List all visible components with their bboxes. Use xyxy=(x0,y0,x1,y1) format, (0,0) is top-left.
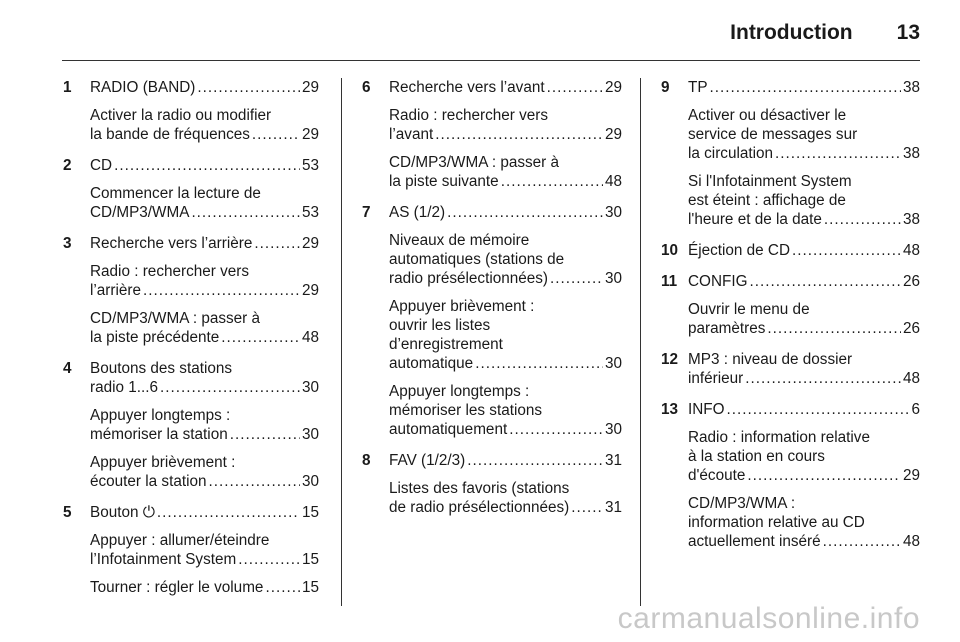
dot-leader xyxy=(191,203,300,222)
index-text: l’arrière xyxy=(90,282,141,299)
index-text: Niveaux de mémoire xyxy=(389,232,530,249)
index-text: information relative au CD xyxy=(688,514,865,531)
index-line xyxy=(389,125,622,144)
sub-entry xyxy=(688,172,920,229)
page-reference[interactable]: 30 xyxy=(301,379,319,396)
page-reference[interactable]: 48 xyxy=(902,242,920,259)
page-reference[interactable]: 15 xyxy=(301,504,319,521)
index-text: mémoriser les stations xyxy=(389,402,543,419)
page-reference[interactable]: 29 xyxy=(301,126,319,143)
entry-number: 9 xyxy=(661,79,670,96)
index-text: l’avant xyxy=(389,126,434,143)
index-text: d’enregistrement xyxy=(389,336,503,353)
page-reference[interactable]: 48 xyxy=(301,329,319,346)
index-text: Radio : rechercher vers xyxy=(389,107,548,124)
page-reference[interactable]: 48 xyxy=(902,533,920,550)
page-reference[interactable]: 30 xyxy=(301,426,319,443)
entry-number: 13 xyxy=(661,401,679,418)
dot-leader xyxy=(823,532,901,551)
index-line xyxy=(90,156,319,175)
column-divider-1 xyxy=(341,78,342,606)
index-line xyxy=(389,172,622,191)
index-text: l’Infotainment System xyxy=(90,551,237,568)
index-line xyxy=(389,498,622,517)
page-reference[interactable]: 38 xyxy=(902,145,920,162)
index-line xyxy=(688,210,920,229)
index-text: Radio : information relative xyxy=(688,429,870,446)
index-text: automatiques (stations de xyxy=(389,251,565,268)
index-text: écouter la station xyxy=(90,473,207,490)
entry-number: 12 xyxy=(661,351,679,368)
index-text: Tourner : régler le volume xyxy=(90,579,264,596)
dot-leader xyxy=(197,78,300,97)
dot-leader xyxy=(750,272,901,291)
index-entry xyxy=(661,241,920,260)
dot-leader xyxy=(114,156,300,175)
watermark: carmanualsonline.info xyxy=(617,602,920,635)
page-reference[interactable]: 26 xyxy=(902,273,920,290)
index-text: la bande de fréquences xyxy=(90,126,250,143)
dot-leader xyxy=(467,451,603,470)
page-reference[interactable]: 29 xyxy=(604,79,622,96)
index-text: INFO xyxy=(688,401,725,418)
dot-leader xyxy=(767,319,901,338)
entry-number: 1 xyxy=(63,79,72,96)
index-text: Commencer la lecture de xyxy=(90,185,261,202)
dot-leader xyxy=(824,210,901,229)
index-entry xyxy=(661,272,920,338)
index-text: Listes des favoris (stations xyxy=(389,480,570,497)
index-text: CD/MP3/WMA xyxy=(90,204,190,221)
index-text: Appuyer brièvement : xyxy=(389,298,535,315)
dot-leader xyxy=(475,354,603,373)
index-text: Éjection de CD xyxy=(688,242,791,259)
index-text: d'écoute xyxy=(688,467,746,484)
index-text: de radio présélectionnées) xyxy=(389,499,570,516)
page-reference[interactable]: 30 xyxy=(604,270,622,287)
index-column-1 xyxy=(63,78,319,609)
sub-entry xyxy=(688,106,920,163)
dot-leader xyxy=(550,269,603,288)
sub-entry xyxy=(389,297,622,373)
dot-leader xyxy=(143,281,300,300)
sub-entry xyxy=(389,153,622,191)
page-reference[interactable]: 30 xyxy=(604,421,622,438)
dot-leader xyxy=(157,503,300,522)
index-text: CD/MP3/WMA : passer à xyxy=(90,310,261,327)
index-text: Boutons des stations xyxy=(90,360,233,377)
index-text: la circulation xyxy=(688,145,774,162)
page-header xyxy=(730,18,920,48)
index-line xyxy=(688,272,920,291)
dot-leader xyxy=(747,466,901,485)
index-line xyxy=(90,425,319,444)
page-reference[interactable]: 38 xyxy=(902,211,920,228)
sub-entry xyxy=(389,479,622,517)
entry-number: 5 xyxy=(63,504,72,521)
index-line xyxy=(688,369,920,388)
dot-leader xyxy=(265,578,300,597)
sub-entry xyxy=(90,184,319,222)
sub-entry xyxy=(389,106,622,144)
index-line xyxy=(389,420,622,439)
index-text: automatiquement xyxy=(389,421,508,438)
page-reference[interactable]: 48 xyxy=(604,173,622,190)
index-text: paramètres xyxy=(688,320,766,337)
page-reference[interactable]: 15 xyxy=(301,551,319,568)
index-text: Recherche vers l’arrière xyxy=(90,235,253,252)
sub-entry xyxy=(389,231,622,288)
index-line xyxy=(90,328,319,347)
dot-leader xyxy=(727,400,910,419)
index-line xyxy=(389,203,622,222)
page-reference[interactable]: 26 xyxy=(902,320,920,337)
index-text: automatique xyxy=(389,355,474,372)
index-line xyxy=(90,78,319,97)
entry-number: 4 xyxy=(63,360,72,377)
index-entry xyxy=(362,451,622,517)
index-text: la piste suivante xyxy=(389,173,499,190)
index-entry xyxy=(63,234,319,347)
index-line xyxy=(389,269,622,288)
index-text: Appuyer : allumer/éteindre xyxy=(90,532,270,549)
index-line xyxy=(688,466,920,485)
page-reference[interactable]: 29 xyxy=(301,79,319,96)
index-line xyxy=(688,319,920,338)
index-text: inférieur xyxy=(688,370,744,387)
page-number: 13 xyxy=(896,21,920,44)
entry-number: 8 xyxy=(362,452,371,469)
index-text: Si l'Infotainment System xyxy=(688,173,852,190)
page-reference[interactable]: 30 xyxy=(301,473,319,490)
index-line xyxy=(688,400,920,419)
page-reference[interactable]: 31 xyxy=(604,499,622,516)
dot-leader xyxy=(221,328,300,347)
page-reference[interactable]: 30 xyxy=(604,355,622,372)
dot-leader xyxy=(775,144,901,163)
index-entry xyxy=(63,78,319,144)
sub-entry xyxy=(90,406,319,444)
index-text: Ouvrir le menu de xyxy=(688,301,810,318)
index-line xyxy=(90,234,319,253)
dot-leader xyxy=(209,472,300,491)
index-text: Appuyer longtemps : xyxy=(389,383,530,400)
index-entry xyxy=(362,78,622,191)
sub-entry xyxy=(90,578,319,597)
entry-number: 3 xyxy=(63,235,72,252)
page-reference[interactable]: 29 xyxy=(604,126,622,143)
index-text: Recherche vers l’avant xyxy=(389,79,545,96)
index-text: TP xyxy=(688,79,708,96)
page-reference[interactable]: 29 xyxy=(902,467,920,484)
index-text: à la station en cours xyxy=(688,448,825,465)
dot-leader xyxy=(710,78,901,97)
entry-number: 11 xyxy=(661,273,678,290)
index-line xyxy=(90,378,319,397)
index-entry xyxy=(362,203,622,439)
page-reference[interactable]: 53 xyxy=(301,204,319,221)
index-entry xyxy=(63,503,319,597)
index-line xyxy=(389,78,622,97)
page-reference[interactable]: 29 xyxy=(301,282,319,299)
sub-entry xyxy=(688,300,920,338)
index-text: CD/MP3/WMA : xyxy=(688,495,796,512)
dot-leader xyxy=(792,241,901,260)
index-line xyxy=(688,144,920,163)
dot-leader xyxy=(254,234,300,253)
entry-number: 6 xyxy=(362,79,371,96)
sub-entry xyxy=(90,453,319,491)
index-text: l'heure et de la date xyxy=(688,211,822,228)
index-text: Appuyer longtemps : xyxy=(90,407,231,424)
dot-leader xyxy=(435,125,603,144)
index-line xyxy=(389,451,622,470)
entry-number: 2 xyxy=(63,157,72,174)
dot-leader xyxy=(447,203,603,222)
column-divider-2 xyxy=(640,78,641,606)
index-text: mémoriser la station xyxy=(90,426,228,443)
dot-leader xyxy=(571,498,603,517)
index-text: CONFIG xyxy=(688,273,748,290)
dot-leader xyxy=(501,172,603,191)
page-reference[interactable]: 48 xyxy=(902,370,920,387)
entry-number: 10 xyxy=(661,242,679,259)
index-line xyxy=(90,203,319,222)
index-text: MP3 : niveau de dossier xyxy=(688,351,853,368)
entry-number: 7 xyxy=(362,204,371,221)
index-line xyxy=(90,578,319,597)
dot-leader xyxy=(160,378,300,397)
index-line xyxy=(90,550,319,569)
index-line xyxy=(688,532,920,551)
index-column-2 xyxy=(362,78,622,529)
index-entry xyxy=(63,359,319,491)
sub-entry xyxy=(688,428,920,485)
page-reference[interactable]: 31 xyxy=(604,452,622,469)
index-line xyxy=(90,503,319,522)
index-entry xyxy=(661,78,920,229)
header-divider xyxy=(62,60,920,61)
page-reference[interactable]: 29 xyxy=(301,235,319,252)
dot-leader xyxy=(509,420,603,439)
dot-leader xyxy=(230,425,300,444)
sub-entry xyxy=(389,382,622,439)
index-text: radio 1...6 xyxy=(90,379,159,396)
index-text: CD xyxy=(90,157,113,174)
index-text: Appuyer brièvement : xyxy=(90,454,236,471)
index-line xyxy=(90,281,319,300)
index-text: service de messages sur xyxy=(688,126,858,143)
index-entry xyxy=(661,350,920,388)
index-line xyxy=(688,241,920,260)
page-reference[interactable]: 30 xyxy=(604,204,622,221)
sub-entry xyxy=(90,309,319,347)
sub-entry xyxy=(90,106,319,144)
index-text: radio présélectionnées) xyxy=(389,270,549,287)
page-reference[interactable]: 6 xyxy=(911,401,920,418)
index-line xyxy=(90,472,319,491)
index-text: ouvrir les listes xyxy=(389,317,491,334)
sub-entry xyxy=(688,494,920,551)
dot-leader xyxy=(745,369,901,388)
index-text: CD/MP3/WMA : passer à xyxy=(389,154,560,171)
index-text: actuellement inséré xyxy=(688,533,821,550)
page-reference[interactable]: 15 xyxy=(301,579,319,596)
index-text: Activer ou désactiver le xyxy=(688,107,847,124)
index-text: la piste précédente xyxy=(90,329,220,346)
dot-leader xyxy=(547,78,603,97)
index-text: RADIO (BAND) xyxy=(90,79,196,96)
index-text: AS (1/2) xyxy=(389,204,446,221)
index-column-3 xyxy=(661,78,920,563)
dot-leader xyxy=(252,125,300,144)
index-text: Radio : rechercher vers xyxy=(90,263,249,280)
index-line xyxy=(389,354,622,373)
index-entry xyxy=(661,400,920,551)
index-text: Bouton ⏻ xyxy=(90,504,155,521)
index-text: Activer la radio ou modifier xyxy=(90,107,272,124)
page-reference[interactable]: 53 xyxy=(301,157,319,174)
index-line xyxy=(90,125,319,144)
sub-entry xyxy=(90,262,319,300)
page-reference[interactable]: 38 xyxy=(902,79,920,96)
sub-entry xyxy=(90,531,319,569)
dot-leader xyxy=(238,550,300,569)
index-text: FAV (1/2/3) xyxy=(389,452,466,469)
index-line xyxy=(688,78,920,97)
index-entry xyxy=(63,156,319,222)
page-title: Introduction xyxy=(730,21,853,44)
index-text: est éteint : affichage de xyxy=(688,192,846,209)
